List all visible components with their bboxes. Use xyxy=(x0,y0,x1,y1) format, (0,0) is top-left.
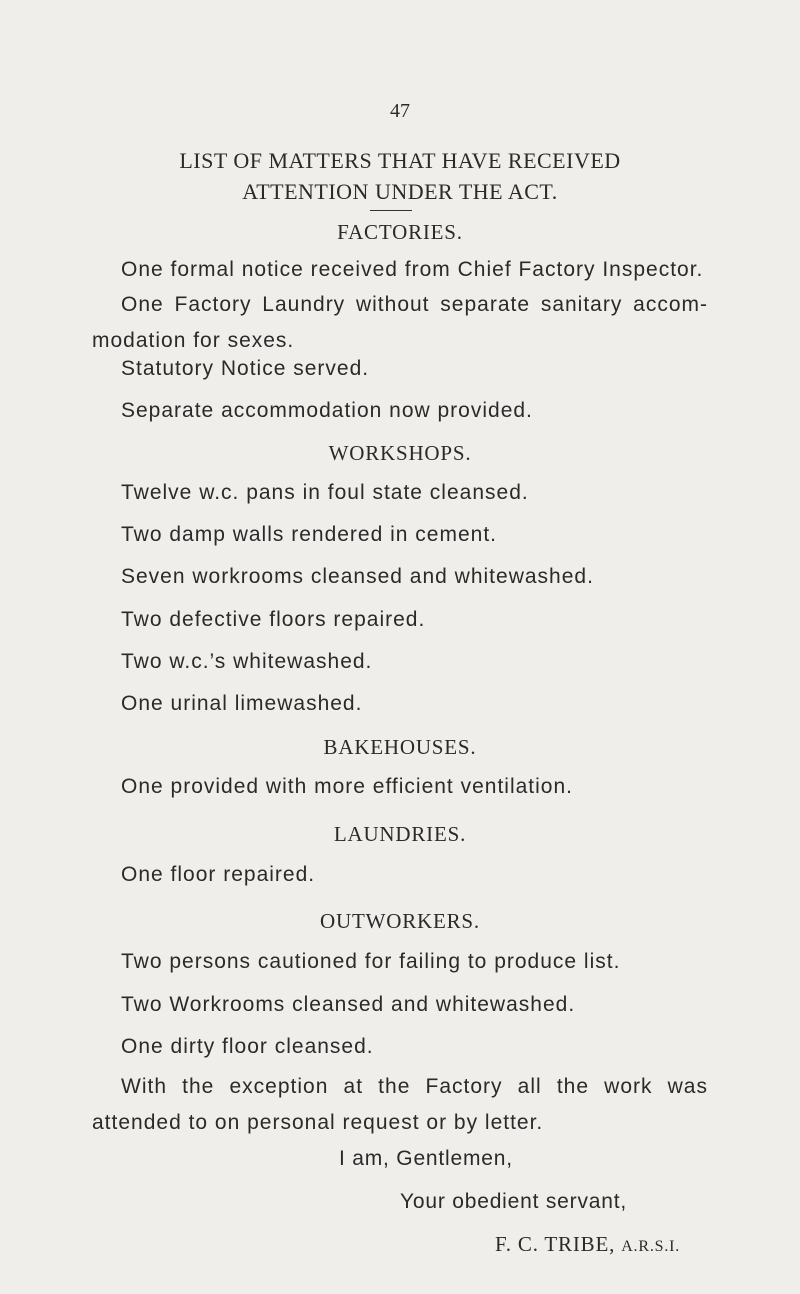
workshop-item: Two defective floors repaired. xyxy=(121,608,426,631)
title-line-2: ATTENTION UNDER THE ACT. xyxy=(242,179,558,204)
page-title xyxy=(0,145,800,207)
factories-provided: Separate accommodation now provided. xyxy=(121,399,533,422)
outworkers-exception: With the exception at the Factory all the work was attended to on personal request or by letter. xyxy=(92,1075,708,1134)
closing-valediction: Your obedient servant, xyxy=(400,1190,627,1213)
title-line-1: LIST OF MATTERS THAT HAVE RECEIVED xyxy=(179,148,621,173)
outworkers-heading: OUTWORKERS. xyxy=(320,909,480,933)
workshops-heading: WORKSHOPS. xyxy=(328,441,472,465)
bakehouses-heading: BAKEHOUSES. xyxy=(323,735,477,759)
outworkers-item: Two persons cautioned for failing to produce list. xyxy=(121,950,621,973)
workshop-item: Seven workrooms cleansed and whitewashed. xyxy=(121,565,594,588)
bakehouses-item: One provided with more efficient ventilation. xyxy=(121,775,573,798)
laundries-item: One floor repaired. xyxy=(121,863,316,886)
outworkers-item: Two Workrooms cleansed and whitewashed. xyxy=(121,993,576,1016)
outworkers-item: One dirty floor cleansed. xyxy=(121,1035,374,1058)
closing-salutation: I am, Gentlemen, xyxy=(339,1147,513,1170)
signature-title: A.R.S.I. xyxy=(621,1238,681,1255)
factories-served: Statutory Notice served. xyxy=(121,357,370,380)
page-number: 47 xyxy=(390,100,410,122)
factories-notice: One formal notice received from Chief Factory Inspector. xyxy=(121,258,704,281)
workshop-item: Two w.c.’s whitewashed. xyxy=(121,650,373,673)
title-rule xyxy=(370,210,412,211)
signature xyxy=(495,1232,680,1257)
workshop-item: Two damp walls rendered in cement. xyxy=(121,523,497,546)
factories-heading: FACTORIES. xyxy=(337,220,463,244)
signature-name: F. C. TRIBE, xyxy=(495,1232,616,1256)
factories-laundry: One Factory Laundry without separate sanitary accom- modation for sexes. xyxy=(92,293,708,352)
workshop-item: Twelve w.c. pans in foul state cleansed. xyxy=(121,481,529,504)
laundries-heading: LAUNDRIES. xyxy=(333,822,467,846)
workshop-item: One urinal limewashed. xyxy=(121,692,363,715)
